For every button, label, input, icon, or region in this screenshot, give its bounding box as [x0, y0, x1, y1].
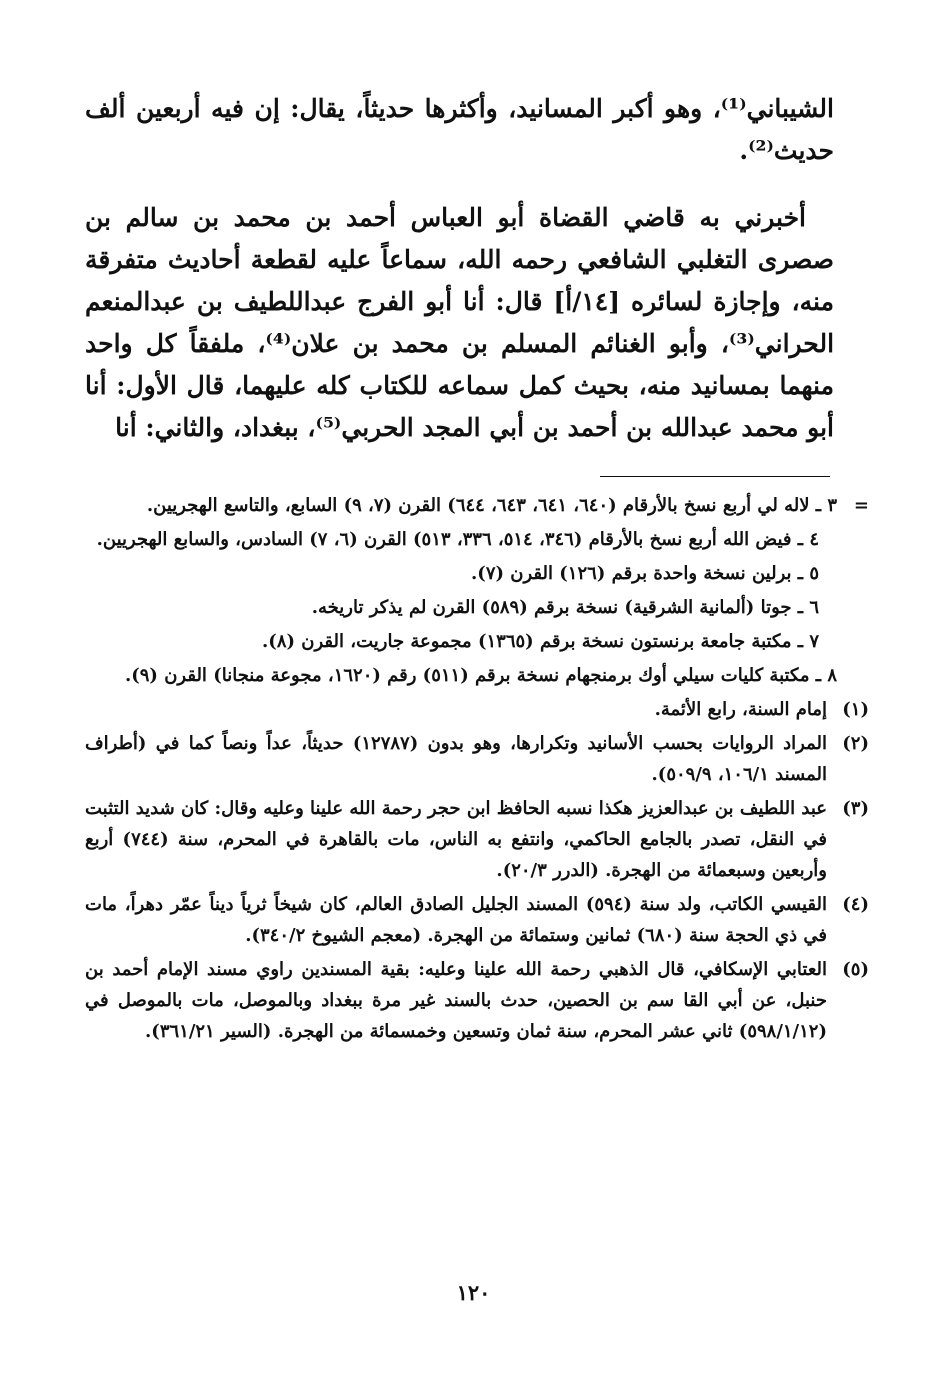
page-number: ١٢٠ [456, 1280, 491, 1305]
continued-note-item: ٥ ـ برلين نسخة واحدة برقم (١٢٦) القرن (٧). [471, 563, 819, 584]
continued-note [85, 660, 837, 691]
footnote-number: (٥) [842, 959, 869, 980]
footnote-text: عبد اللطيف بن عبدالعزيز هكذا نسبه الحافظ ابن حجر رحمة الله علينا وعليه وقال: كان شديد التثبت في النقل، تصدر بالجامع الحاكمي، وانتفع به الناس، مات بالقاهرة في المحرم، سنة (٧٤٤) أربع وأربعين وسبعمائة من الهجرة. (الدرر ٢٠/٣). [85, 798, 827, 881]
footnote-3 [85, 793, 869, 886]
continued-note-item: ٧ ـ مكتبة جامعة برنستون نسخة برقم (١٣٦٥) مجموعة جاريت، القرن (٨). [262, 631, 819, 652]
continuation-mark: = [853, 495, 869, 516]
continued-note [85, 626, 837, 657]
footnote-text: القيسي الكاتب، ولد سنة (٥٩٤) المسند الجليل الصادق العالم، كان شيخاً ثرياً ديناً عمّر دهراً، مات في ذي الحجة سنة (٦٨٠) ثمانين وستمائة من الهجرة. (معجم الشيوخ ٣٤٠/٢). [85, 894, 827, 946]
continued-note [85, 558, 837, 589]
continued-note-item: ٣ ـ لاله لي أربع نسخ بالأرقام (٦٤٠، ٦٤١، ٦٤٣، ٦٤٤) القرن (٧، ٩) السابع، والتاسع الهجريين. [146, 495, 837, 516]
continued-note [85, 524, 837, 555]
footnote-number: (٣) [842, 798, 869, 819]
continued-note [85, 592, 837, 623]
footnotes-section [85, 490, 869, 1047]
footnote-number: (٤) [842, 894, 869, 915]
footnote-text: المراد الروايات بحسب الأسانيد وتكرارها، وهو بدون (١٢٧٨٧) حديثاً، عداً ونصاً كما في (أطراف المسند ١٠٦/١، ٥٠٩/٩). [85, 733, 828, 785]
main-text [85, 88, 834, 449]
footnote-1 [85, 694, 869, 725]
footnote-number: (١) [842, 699, 869, 720]
footnote-4 [85, 889, 869, 951]
footnote-separator [600, 476, 830, 477]
paragraph-1: الشيباني⁽¹⁾، وهو أكبر المسانيد، وأكثرها حديثاً، يقال: إن فيه أربعين ألف حديث⁽²⁾. [85, 94, 834, 165]
continued-note [85, 490, 869, 521]
continued-note-item: ٦ ـ جوتا (ألمانية الشرقية) نسخة برقم (٥٨٩) القرن لم يذكر تاريخه. [311, 597, 819, 618]
footnote-number: (٢) [842, 733, 869, 754]
footnote-text: العتابي الإسكافي، قال الذهبي رحمة الله علينا وعليه: بقية المسندين راوي مسند الإمام أحمد بن حنبل، عن أبي القا سم بن الحصين، حدث بالسند غير مرة ببغداد وبالموصل، مات بالموصل في (٥٩٨/١/١٢) ثاني عشر المحرم، سنة ثمان وتسعين وخمسمائة من الهجرة. (السير ٣٦١/٢١). [85, 959, 827, 1042]
paragraph-2: أخبرني به قاضي القضاة أبو العباس أحمد بن محمد بن سالم بن صصرى التغلبي الشافعي رحمه الله، سماعاً عليه لقطعة أحاديث متفرقة منه، وإجازة لسائره [١٤/أ] قال: أنا أبو الفرج عبداللطيف بن عبدالمنعم الحراني⁽³⁾، وأبو الغنائم المسلم بن محمد بن علان⁽⁴⁾، ملفقاً كل واحد منهما بمسانيد منه، بحيث كمل سماعه للكتاب كله عليهما، قال الأول: أنا أبو محمد عبدالله بن أحمد بن أبي المجد الحربي⁽⁵⁾، ببغداد، والثاني: أنا [85, 203, 835, 442]
footnote-2 [85, 728, 869, 790]
footnote-5 [85, 954, 869, 1047]
continued-note-item: ٤ ـ فيض الله أربع نسخ بالأرقام (٣٤٦، ٥١٤، ٣٣٦، ٥١٣) القرن (٦، ٧) السادس، والسابع الهجريين. [96, 529, 819, 550]
continued-note-item: ٨ ـ مكتبة كليات سيلي أوك برمنجهام نسخة برقم (٥١١) رقم (١٦٢٠، مجوعة منجانا) القرن (٩). [124, 665, 837, 686]
footnote-text: إمام السنة، رابع الأئمة. [654, 699, 827, 720]
